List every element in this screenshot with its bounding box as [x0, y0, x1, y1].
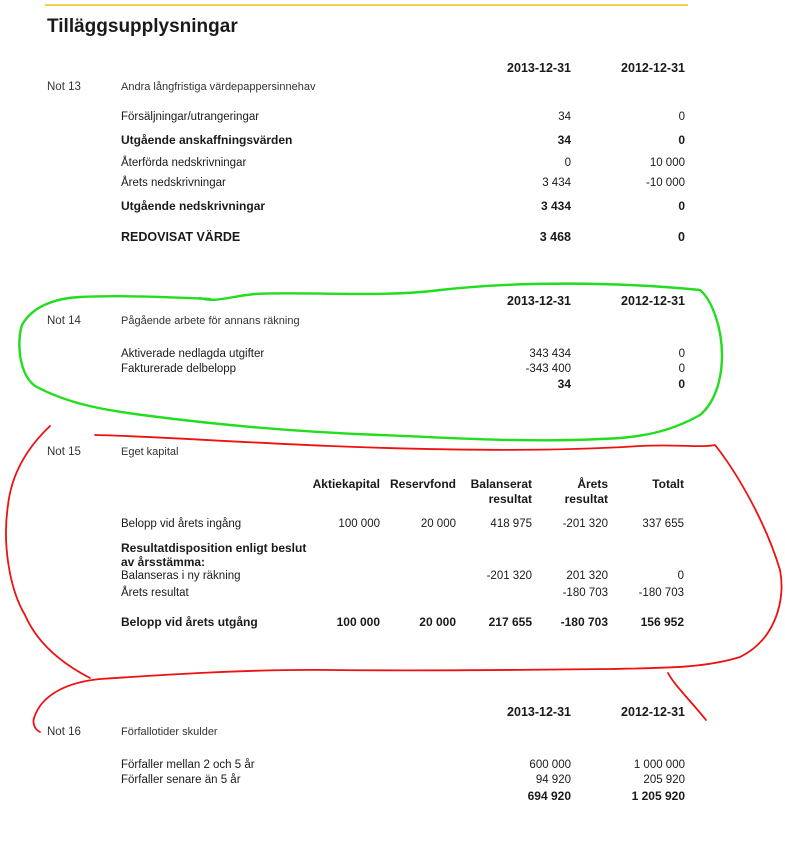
row-previous: -10 000 — [645, 177, 685, 189]
row-label: Återförda nedskrivningar — [121, 157, 247, 169]
row-label: Belopp vid årets ingång — [121, 518, 242, 530]
cell: 418 975 — [490, 518, 532, 530]
cell: -180 703 — [560, 615, 608, 629]
row-previous: 0 — [678, 348, 685, 360]
cell: 100 000 — [338, 518, 380, 530]
row-current: 94 920 — [535, 774, 571, 786]
row-current: 0 — [564, 157, 571, 169]
cell: 337 655 — [642, 518, 684, 530]
row-previous: 0 — [678, 363, 685, 375]
col-header-current: 2013-12-31 — [507, 705, 571, 719]
row-previous: 0 — [678, 199, 685, 213]
row-label: Årets nedskrivningar — [121, 177, 226, 189]
section-heading: av årsstämma: — [121, 555, 206, 569]
cell: -201 320 — [562, 518, 608, 530]
cell: 217 655 — [488, 615, 532, 629]
cell: 201 320 — [566, 570, 608, 582]
row-current: 34 — [557, 133, 571, 147]
col-header-previous: 2012-12-31 — [621, 705, 685, 719]
col-balanserat-resultat: resultat — [488, 492, 532, 506]
row-current: 3 434 — [540, 199, 571, 213]
row-current: 600 000 — [529, 759, 571, 771]
note-title: Eget kapital — [121, 446, 179, 458]
row-previous: 205 920 — [643, 774, 685, 786]
note-title: Andra långfristiga värdepappersinnehav — [121, 81, 316, 93]
total-previous: 1 205 920 — [631, 789, 685, 803]
row-label: Fakturerade delbelopp — [121, 363, 237, 375]
page-title: Tilläggsupplysningar — [47, 16, 238, 37]
cell: -201 320 — [486, 570, 532, 582]
total-current: 3 468 — [539, 230, 571, 244]
row-current: 34 — [558, 111, 571, 123]
cell: -180 703 — [638, 587, 684, 599]
total-label: REDOVISAT VÄRDE — [121, 230, 241, 244]
row-previous: 0 — [678, 111, 685, 123]
note-number: Not 15 — [47, 446, 81, 458]
cell: 20 000 — [420, 518, 456, 530]
col-arets: Årets — [577, 477, 608, 491]
total-current: 694 920 — [527, 789, 571, 803]
col-header-previous: 2012-12-31 — [621, 294, 685, 308]
top-rule — [45, 4, 688, 6]
row-label: Utgående nedskrivningar — [121, 199, 266, 213]
row-label: Aktiverade nedlagda utgifter — [121, 348, 265, 360]
note-number: Not 13 — [47, 81, 81, 93]
col-reservfond: Reservfond — [389, 477, 456, 491]
row-previous: 0 — [678, 133, 685, 147]
total-label: Belopp vid årets utgång — [121, 615, 258, 629]
note-number: Not 16 — [47, 726, 81, 738]
row-label: Försäljningar/utrangeringar — [121, 111, 260, 123]
row-current: -343 400 — [525, 363, 571, 375]
cell: 0 — [677, 570, 684, 582]
note-title: Pågående arbete för annans räkning — [121, 315, 300, 327]
green-annotation-loop — [19, 284, 722, 441]
col-header-current: 2013-12-31 — [507, 61, 571, 75]
row-label: Utgående anskaffningsvärden — [121, 133, 293, 147]
row-label: Förfaller mellan 2 och 5 år — [121, 759, 255, 771]
row-current: 343 434 — [529, 348, 571, 360]
note-number: Not 14 — [47, 315, 81, 327]
note-title: Förfallotider skulder — [121, 726, 218, 738]
total-current: 34 — [557, 377, 571, 391]
total-previous: 0 — [678, 230, 685, 244]
cell: 100 000 — [336, 615, 380, 629]
col-arets-resultat: resultat — [564, 492, 608, 506]
cell: 156 952 — [640, 615, 684, 629]
col-header-previous: 2012-12-31 — [621, 61, 685, 75]
col-aktiekapital: Aktiekapital — [312, 477, 380, 491]
section-heading: Resultatdisposition enligt beslut — [121, 541, 307, 555]
col-totalt: Totalt — [652, 477, 684, 491]
cell: -180 703 — [562, 587, 608, 599]
row-label: Årets resultat — [121, 587, 189, 599]
col-header-current: 2013-12-31 — [507, 294, 571, 308]
row-current: 3 434 — [542, 177, 571, 189]
row-label: Balanseras i ny räkning — [121, 570, 241, 582]
cell: 20 000 — [419, 615, 456, 629]
row-previous: 10 000 — [649, 157, 685, 169]
col-balanserat: Balanserat — [470, 477, 532, 491]
row-previous: 1 000 000 — [633, 759, 685, 771]
row-label: Förfaller senare än 5 år — [121, 774, 241, 786]
total-previous: 0 — [678, 377, 685, 391]
